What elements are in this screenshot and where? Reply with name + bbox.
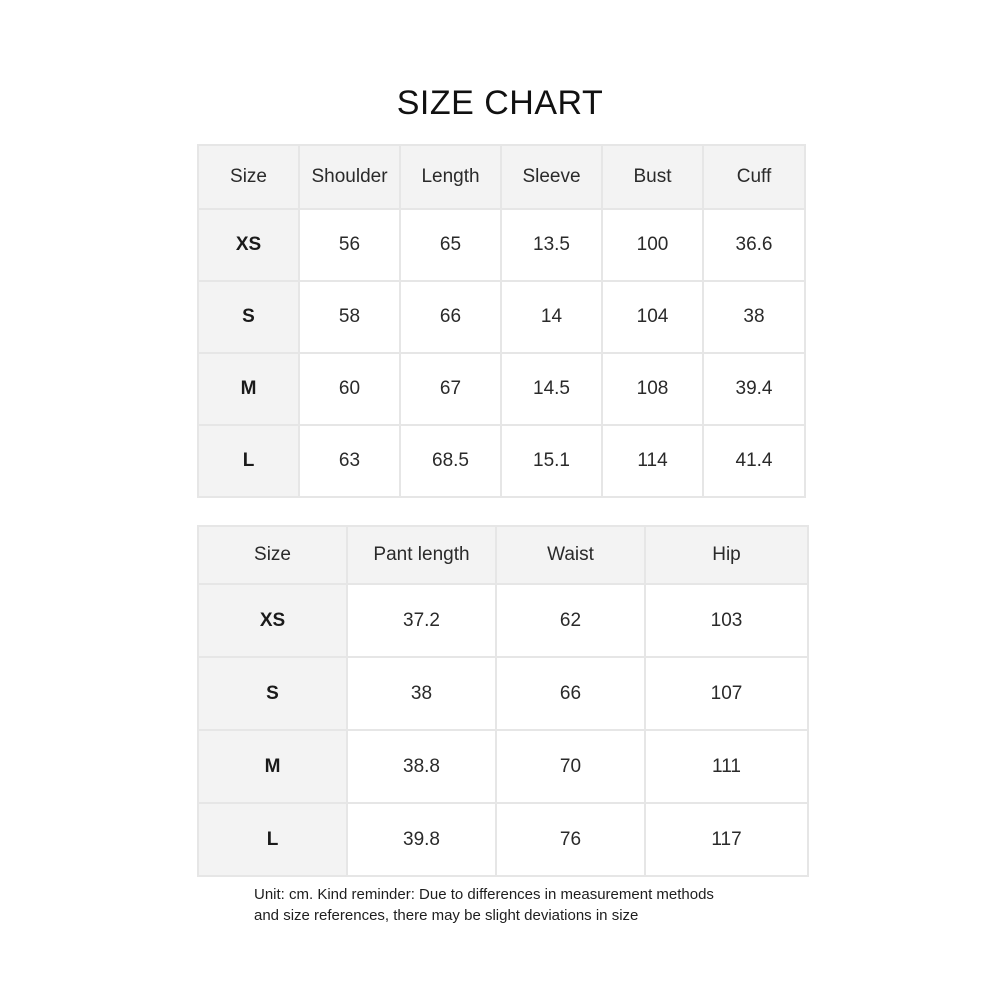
size-label-cell: M [198,730,347,803]
sleeve-cell: 14 [501,281,602,353]
sleeve-cell: 15.1 [501,425,602,497]
hip-cell: 111 [645,730,808,803]
table-header-row [198,145,805,209]
pant-length-cell: 39.8 [347,803,496,876]
bottom-size-table [197,525,809,877]
length-cell: 68.5 [400,425,501,497]
note-line: and size references, there may be slight deviations in size [254,907,639,924]
top-size-table [197,144,806,498]
column-header-length: Length [400,145,501,209]
page-title: SIZE CHART [396,84,604,122]
column-header-pant-length: Pant length [347,526,496,584]
size-label-cell: XS [198,584,347,657]
size-label-cell: L [198,425,299,497]
pant-length-cell: 38.8 [347,730,496,803]
sleeve-cell: 14.5 [501,353,602,425]
size-label-cell: S [198,657,347,730]
waist-cell: 62 [496,584,645,657]
table-row [198,281,805,353]
pant-length-cell: 37.2 [347,584,496,657]
measurement-note [254,884,774,926]
column-header-sleeve: Sleeve [501,145,602,209]
waist-cell: 70 [496,730,645,803]
pant-length-cell: 38 [347,657,496,730]
shoulder-cell: 63 [299,425,400,497]
size-label-cell: L [198,803,347,876]
column-header-shoulder: Shoulder [299,145,400,209]
column-header-waist: Waist [496,526,645,584]
waist-cell: 66 [496,657,645,730]
column-header-size: Size [198,145,299,209]
hip-cell: 117 [645,803,808,876]
table-header-row [198,526,808,584]
waist-cell: 76 [496,803,645,876]
bust-cell: 114 [602,425,703,497]
cuff-cell: 41.4 [703,425,805,497]
length-cell: 65 [400,209,501,281]
size-label-cell: S [198,281,299,353]
shoulder-cell: 56 [299,209,400,281]
table-row [198,730,808,803]
table-row [198,657,808,730]
shoulder-cell: 58 [299,281,400,353]
cuff-cell: 39.4 [703,353,805,425]
note-line: Unit: cm. Kind reminder: Due to differences in measurement methods [254,886,714,903]
size-label-cell: XS [198,209,299,281]
shoulder-cell: 60 [299,353,400,425]
bust-cell: 108 [602,353,703,425]
table-row [198,209,805,281]
sleeve-cell: 13.5 [501,209,602,281]
table-row [198,584,808,657]
bust-cell: 104 [602,281,703,353]
table-row [198,803,808,876]
length-cell: 66 [400,281,501,353]
size-label-cell: M [198,353,299,425]
length-cell: 67 [400,353,501,425]
hip-cell: 107 [645,657,808,730]
cuff-cell: 36.6 [703,209,805,281]
table-row [198,353,805,425]
column-header-bust: Bust [602,145,703,209]
hip-cell: 103 [645,584,808,657]
table-row [198,425,805,497]
bust-cell: 100 [602,209,703,281]
cuff-cell: 38 [703,281,805,353]
column-header-hip: Hip [645,526,808,584]
column-header-cuff: Cuff [703,145,805,209]
column-header-size: Size [198,526,347,584]
